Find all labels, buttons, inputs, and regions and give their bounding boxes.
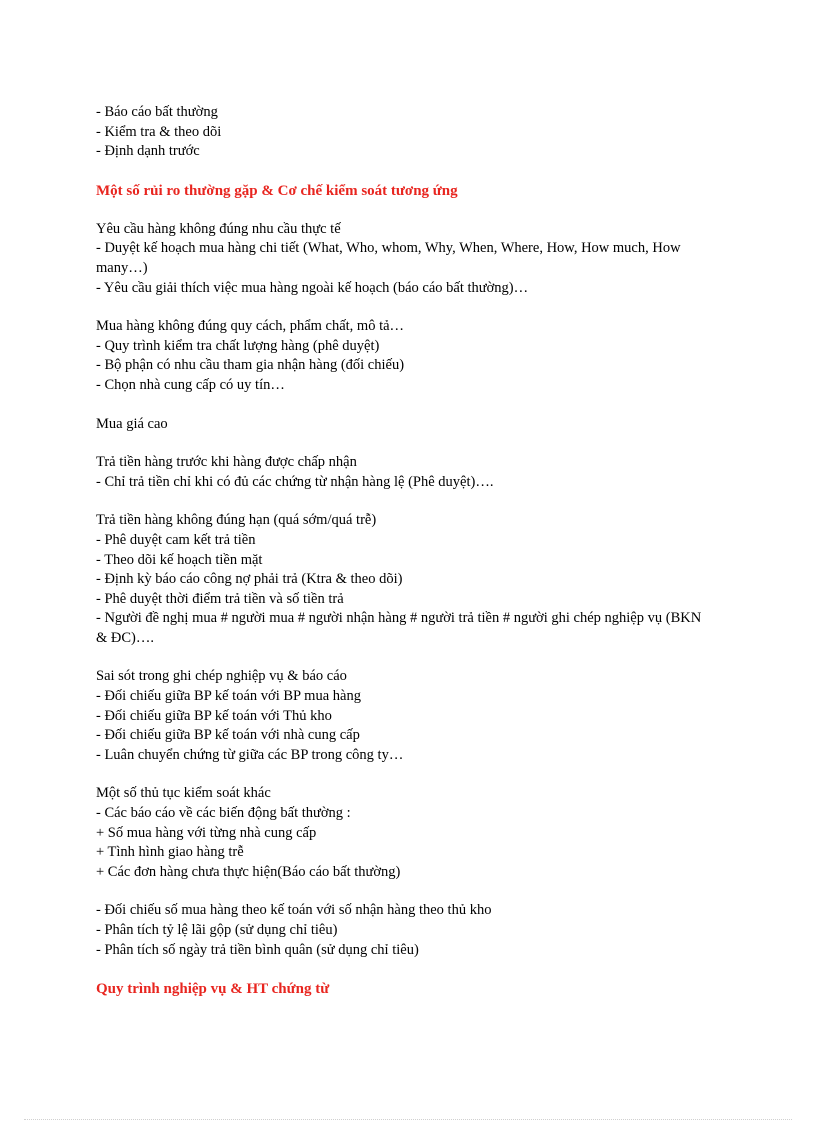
list-item: - Yêu cầu giải thích việc mua hàng ngoài kế hoạch (báo cáo bất thường)… bbox=[96, 279, 529, 296]
list-item: - Phân tích tỷ lệ lãi gộp (sử dụng chỉ tiêu) bbox=[96, 922, 338, 938]
section-title: Trả tiền hàng trước khi hàng được chấp nhận bbox=[96, 454, 357, 471]
section-heading-risks: Một số rủi ro thường gặp & Cơ chế kiểm soát tương ứng bbox=[96, 182, 458, 199]
list-item: - Đối chiếu giữa BP kế toán với BP mua hàng bbox=[96, 688, 361, 705]
section-title: Mua hàng không đúng quy cách, phẩm chất, mô tả… bbox=[96, 318, 405, 335]
list-item: - Chọn nhà cung cấp có uy tín… bbox=[96, 376, 285, 393]
list-item: - Đối chiếu số mua hàng theo kế toán với số nhận hàng theo thủ kho bbox=[96, 902, 492, 919]
section-title: Trả tiền hàng không đúng hạn (quá sớm/quá trễ) bbox=[96, 512, 377, 529]
risk-section bbox=[96, 453, 716, 492]
list-item: - Đối chiếu giữa BP kế toán với Thủ kho bbox=[96, 707, 332, 724]
list-item: + Số mua hàng với từng nhà cung cấp bbox=[96, 824, 317, 841]
risk-section bbox=[96, 667, 716, 765]
section-title: Sai sót trong ghi chép nghiệp vụ & báo cáo bbox=[96, 668, 347, 685]
list-item: - Đối chiếu giữa BP kế toán với nhà cung cấp bbox=[96, 727, 360, 744]
list-item: - Định dạnh trước bbox=[96, 143, 200, 160]
list-item: - Phê duyệt cam kết trả tiền bbox=[96, 531, 256, 548]
list-item: - Theo dõi kế hoạch tiền mặt bbox=[96, 551, 263, 568]
list-item: - Người đề nghị mua # người mua # người nhận hàng # người trả tiền # người ghi chép nghiệp vụ (BKN & ĐC)…. bbox=[96, 610, 702, 646]
list-item: - Bộ phận có nhu cầu tham gia nhận hàng (đối chiếu) bbox=[96, 357, 405, 374]
list-item: - Duyệt kế hoạch mua hàng chi tiết (What, Who, whom, Why, When, Where, How, How much, How many…) bbox=[96, 240, 681, 276]
risk-section bbox=[96, 220, 716, 298]
list-item: - Luân chuyển chứng từ giữa các BP trong công ty… bbox=[96, 746, 404, 763]
list-item: - Quy trình kiểm tra chất lượng hàng (phê duyệt) bbox=[96, 337, 380, 354]
list-item: - Kiểm tra & theo dõi bbox=[96, 123, 222, 140]
section-title: Yêu cầu hàng không đúng nhu cầu thực tế bbox=[96, 220, 341, 237]
section-title: Một số thủ tục kiểm soát khác bbox=[96, 785, 271, 802]
list-item: + Các đơn hàng chưa thực hiện(Báo cáo bất thường) bbox=[96, 863, 401, 880]
risk-section bbox=[96, 901, 716, 960]
list-item: + Tình hình giao hàng trễ bbox=[96, 844, 244, 861]
section-heading-process: Quy trình nghiệp vụ & HT chứng từ bbox=[96, 981, 330, 998]
list-item: - Báo cáo bất thường bbox=[96, 104, 218, 120]
document-page bbox=[96, 103, 716, 999]
page-bottom-divider bbox=[24, 1119, 792, 1120]
risk-section bbox=[96, 784, 716, 882]
risk-section bbox=[96, 511, 716, 648]
list-item: - Phê duyệt thời điểm trả tiền và số tiền trả bbox=[96, 590, 344, 607]
list-item: - Định kỳ báo cáo công nợ phải trả (Ktra & theo dõi) bbox=[96, 571, 403, 588]
list-item: - Chỉ trả tiền chỉ khi có đủ các chứng từ nhận hàng lệ (Phê duyệt)…. bbox=[96, 473, 494, 490]
risk-section bbox=[96, 415, 716, 435]
intro-list bbox=[96, 103, 716, 162]
risk-section bbox=[96, 317, 716, 395]
list-item: - Phân tích số ngày trả tiền bình quân (sử dụng chỉ tiêu) bbox=[96, 941, 419, 958]
section-title: Mua giá cao bbox=[96, 415, 168, 432]
list-item: - Các báo cáo về các biến động bất thường : bbox=[96, 805, 351, 822]
